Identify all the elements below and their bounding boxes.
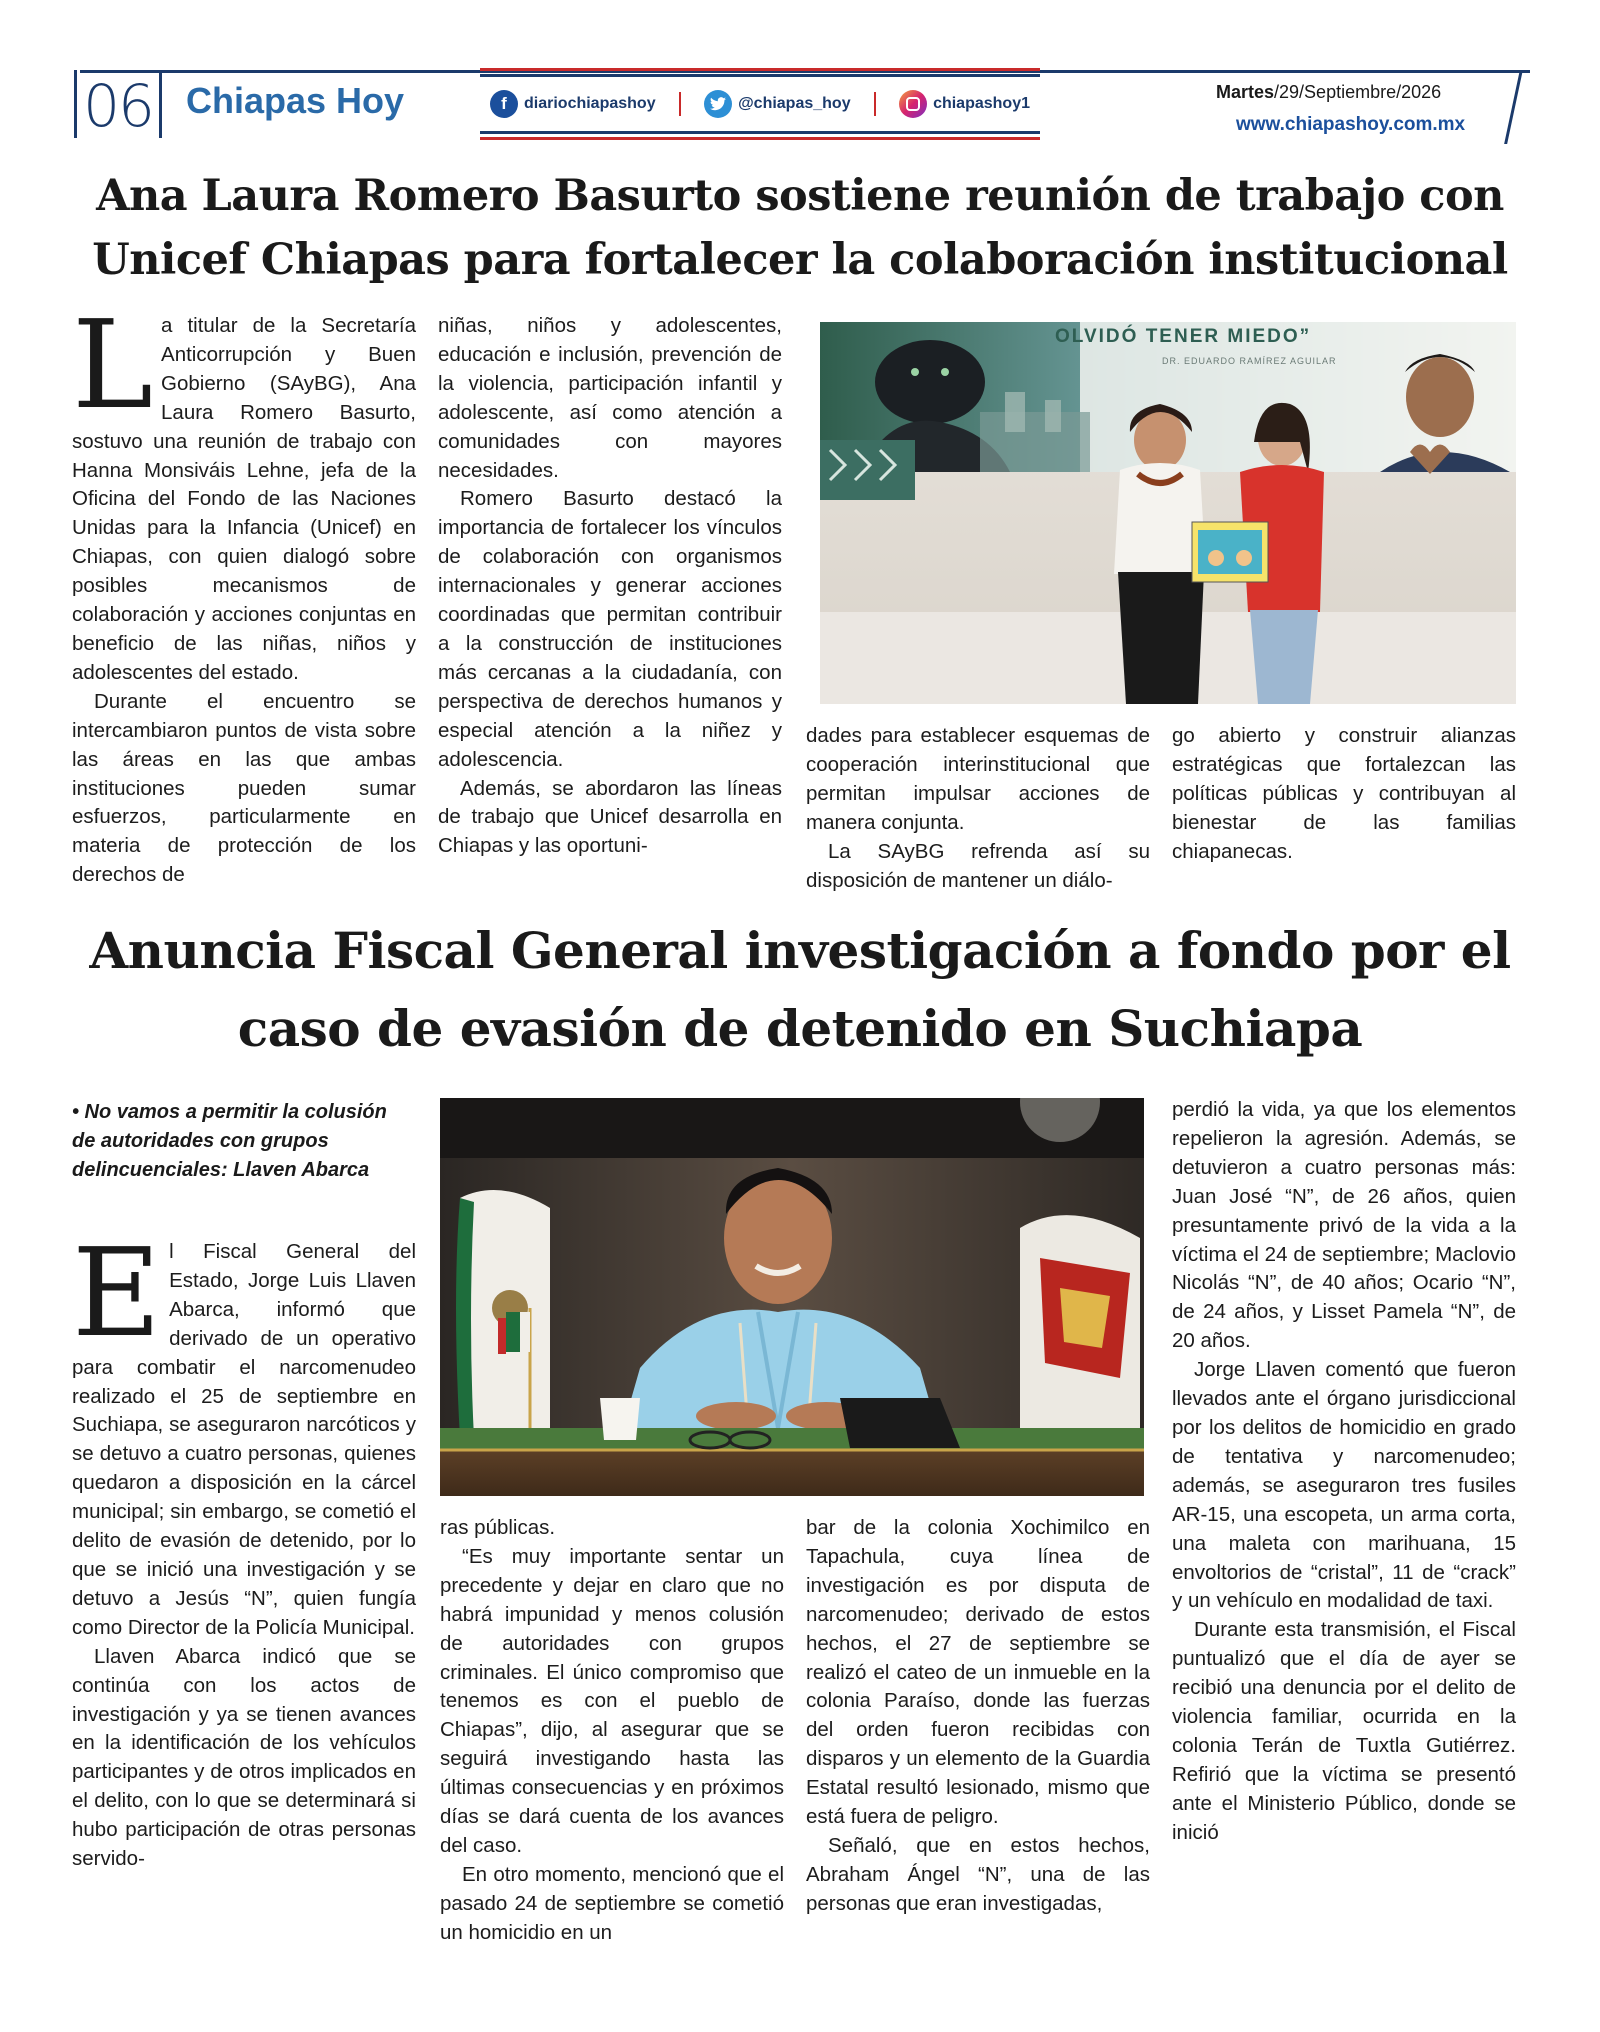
article2-headline-line1: Anuncia Fiscal General investigación a fondo por el bbox=[89, 921, 1511, 980]
article2-dropcap: E bbox=[72, 1222, 162, 1364]
article2-col1-p2: Llaven Abarca indicó que se continúa con los actos de investigación y ya se tienen avances en la identificación de los vehículos participantes y de otros implicados en el delito, con lo que se determinará si hubo participación de otras personas servido- bbox=[72, 1644, 416, 1871]
article2-lead: • No vamos a permitir la colusión de autoridades con grupos delincuenciales: Llaven Abarca bbox=[72, 1101, 387, 1181]
page-number: 06 bbox=[83, 72, 153, 140]
article2-headline bbox=[60, 912, 1540, 1068]
article2-col1-p1: l Fiscal General del Estado, Jorge Luis Llaven Abarca, informó que derivado de un operativo para combatir el narcomenudeo realizado el 25 de septiembre en Suchiapa, se aseguraron narcóticos y se detuvo a cuatro personas, quienes quedaron a disposición en la cárcel municipal; sin embargo, se cometió el delito de evasión de detenido, por lo que se inició una investigación y se detuvo a Jesús “N”, quien fungía como Director de la Policía Municipal. bbox=[72, 1240, 416, 1639]
social-instagram[interactable] bbox=[899, 90, 1030, 118]
article2-col2-p2: “Es muy importante sentar un precedente y dejar en claro que no habrá impunidad y menos colusión de autoridades con grupos criminales. El único compromiso que tenemos es con el pueblo de Chiapas”, dijo, al asegurar que se seguirá investigando hasta las últimas consecuencias y en próximos días se dará cuenta de los avances del caso. bbox=[440, 1544, 784, 1857]
article2-col2-p1: ras públicas. bbox=[440, 1516, 556, 1539]
article1-photo bbox=[820, 322, 1516, 704]
article1-col1-p2: Durante el encuentro se intercambiaron puntos de vista sobre las áreas en las que ambas instituciones pueden sumar esfuerzos, particularmente en materia de protección de los derechos de bbox=[72, 689, 416, 887]
article1-col2-p1: niñas, niños y adolescentes, educación e inclusión, prevención de la violencia, participación infantil y adolescente, así como atención a comunidades con mayores necesidades. bbox=[438, 314, 782, 482]
article1-col2-p2: Romero Basurto destacó la importancia de fortalecer los vínculos de colaboración con organismos internacionales y generar acciones coordinadas que permitan contribuir a la construcción de instituciones más cercanas a la ciudadanía, con perspectiva de derechos humanos y especial atención a la niñez y adolescencia. bbox=[438, 487, 782, 771]
page-number-box bbox=[74, 70, 162, 138]
instagram-icon bbox=[899, 90, 927, 118]
article2-col4-p2: Jorge Llaven comentó que fueron llevados ante el órgano jurisdiccional por los delitos de homicidio en grado de tentativa y narcomenudeo; además, se aseguraron tres fusiles AR-15, una escopeta, un arma corta, una maleta con marihuana, 15 envoltorios de “cristal”, 11 de “crack” y un vehículo en modalidad de taxi. bbox=[1172, 1358, 1516, 1613]
date-day: Martes bbox=[1216, 82, 1275, 102]
article1-column-3 bbox=[806, 722, 1150, 895]
article1-column-4 bbox=[1172, 722, 1516, 867]
article2-headline-line2: caso de evasión de detenido en Suchiapa bbox=[237, 999, 1363, 1058]
article2-column-3 bbox=[806, 1514, 1150, 1919]
article2-photo bbox=[440, 1098, 1144, 1496]
article2-col2-p3: En otro momento, mencionó que el pasado 24 de septiembre se cometió un homicidio en un bbox=[440, 1862, 784, 1944]
facebook-handle: diariochiapashoy bbox=[524, 95, 656, 112]
article1-col3-p1: dades para establecer esquemas de cooperación interinstitucional que permitan impulsar acciones de manera conjunta. bbox=[806, 724, 1150, 834]
section-name: Chiapas Hoy bbox=[186, 80, 405, 121]
instagram-handle: chiapashoy1 bbox=[933, 95, 1030, 112]
photo1-banner-text: OLVIDÓ TENER MIEDO” bbox=[1055, 326, 1312, 347]
website-link[interactable]: www.chiapashoy.com.mx bbox=[1236, 114, 1466, 135]
article1-column-1 bbox=[72, 294, 416, 890]
social-bar bbox=[480, 68, 1040, 140]
twitter-handle: @chiapas_hoy bbox=[738, 95, 851, 112]
facebook-icon: f bbox=[490, 90, 518, 118]
article2-column-2 bbox=[440, 1514, 784, 1948]
article2-col3-p2: Señaló, que en estos hechos, Abraham Ángel “N”, una de las personas que eran investigadas, bbox=[806, 1833, 1150, 1915]
article1-col2-p3: Además, se abordaron las líneas de trabajo que Unicef desarrolla en Chiapas y las oportuni- bbox=[438, 776, 782, 858]
date-rest: /29/Septiembre/2026 bbox=[1274, 82, 1442, 102]
social-twitter[interactable] bbox=[704, 90, 851, 118]
article2-col4-p1: perdió la vida, ya que los elementos repelieron la agresión. Además, se detuvieron a cuatro personas más: Juan José “N”, de 26 años, quien presuntamente privó de la vida a la víctima el 24 de septiembre; Maclovio Nicolás “N”, de 40 años; Ocario “N”, de 24 años, y Lisset Pamela “N”, de 20 años. bbox=[1172, 1098, 1516, 1353]
article1-dropcap: L bbox=[72, 294, 154, 436]
article1-col1-p1: a titular de la Secretaría Anticorrupción y Buen Gobierno (SAyBG), Ana Laura Romero Basurto, sostuvo una reunión de trabajo con Hanna Monsiváis Lehne, jefa de la Oficina del Fondo de las Naciones Unidas para la Infancia (Unicef) en Chiapas, con quien dialogó sobre posibles mecanismos de colaboración y acciones conjuntas en beneficio de las niñas, niños y adolescentes del estado. bbox=[72, 314, 416, 684]
social-facebook[interactable] bbox=[490, 90, 656, 118]
article1-headline-line2: Unicef Chiapas para fortalecer la colaboración institucional bbox=[92, 235, 1508, 285]
photo1-banner-sub: DR. EDUARDO RAMÍREZ AGUILAR bbox=[1162, 356, 1337, 366]
article1-column-2 bbox=[438, 312, 782, 861]
article2-col4-p3: Durante esta transmisión, el Fiscal puntualizó que el día de ayer se recibió una denuncia por el delito de violencia familiar, ocurrida en la colonia Terán de Tuxtla Gutiérrez. Refirió que la víctima se presentó ante el Ministerio Público, donde se inició bbox=[1172, 1618, 1516, 1844]
article1-col3-p2: La SAyBG refrenda así su disposición de mantener un diálo- bbox=[806, 839, 1150, 892]
issue-date bbox=[1216, 82, 1441, 103]
twitter-icon bbox=[704, 90, 732, 118]
header-slash bbox=[1504, 70, 1523, 144]
article1-headline-line1: Ana Laura Romero Basurto sostiene reunión de trabajo con bbox=[96, 171, 1504, 221]
article2-col3-p1: bar de la colonia Xochimilco en Tapachula, cuya línea de investigación es por disputa de narcomenudeo; derivado de estos hechos, el 27 de septiembre se realizó el cateo de un inmueble en la colonia Paraíso, donde las fuerzas del orden fueron recibidas con disparos y un elemento de la Guardia Estatal resultó lesionado, mismo que está fuera de peligro. bbox=[806, 1516, 1150, 1829]
article2-column-1 bbox=[72, 1222, 416, 1874]
article1-col4-p1: go abierto y construir alianzas estratégicas que fortalezcan las políticas públicas y contribuyan al bienestar de las familias chiapanecas. bbox=[1172, 724, 1516, 863]
article1-headline bbox=[60, 164, 1540, 292]
article2-column-4 bbox=[1172, 1096, 1516, 1848]
